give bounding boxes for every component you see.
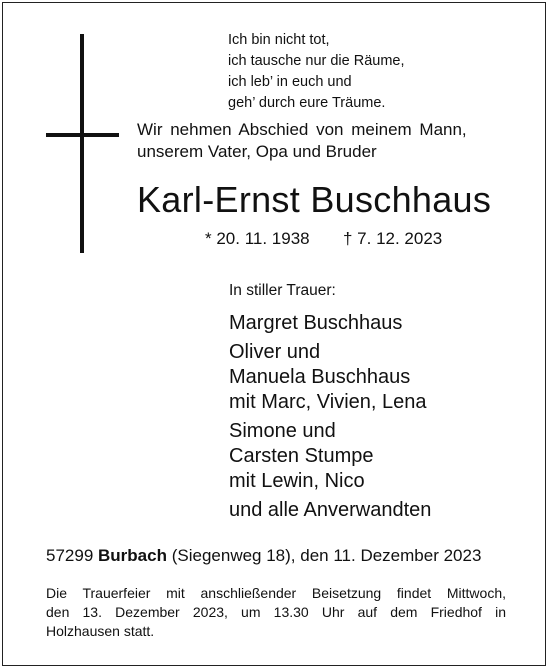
mourners-list bbox=[229, 311, 431, 523]
mourner-line: Simone und bbox=[229, 420, 336, 442]
poem-line: Ich bin nicht tot, bbox=[228, 32, 330, 48]
service-line: Die Trauerfeier mit anschließender Beisetzung findet Mittwoch, bbox=[46, 585, 506, 601]
mourner-line: und alle Anverwandten bbox=[229, 499, 432, 521]
deceased-name: Karl-Ernst Buschhaus bbox=[137, 179, 492, 220]
mourner-line: Manuela Buschhaus bbox=[229, 366, 411, 388]
death-date: † 7. 12. 2023 bbox=[343, 229, 443, 248]
mourner-line: Oliver und bbox=[229, 341, 321, 363]
service-line: Holzhausen statt. bbox=[46, 623, 155, 639]
intro-line: Wir nehmen Abschied von meinem Mann, bbox=[137, 120, 467, 139]
place-and-date bbox=[46, 545, 481, 567]
farewell-intro bbox=[137, 119, 467, 163]
mourner-line: mit Lewin, Nico bbox=[229, 470, 365, 492]
mourning-label: In stiller Trauer: bbox=[229, 282, 336, 299]
poem-line: ich tausche nur die Räume, bbox=[228, 53, 405, 69]
notice-date: 11. Dezember 2023 bbox=[333, 546, 482, 565]
poem bbox=[228, 30, 405, 114]
cross-vertical-bar bbox=[80, 34, 84, 253]
mourner-line: Carsten Stumpe bbox=[229, 445, 374, 467]
poem-line: ich leb’ in euch und bbox=[228, 74, 352, 90]
town-name: Burbach bbox=[98, 546, 167, 565]
intro-line: unserem Vater, Opa und Bruder bbox=[137, 142, 377, 161]
cross-horizontal-bar bbox=[46, 133, 119, 137]
poem-line: geh’ durch eure Träume. bbox=[228, 95, 386, 111]
zip-code: 57299 bbox=[46, 546, 94, 565]
address: (Siegenweg 18), den bbox=[171, 546, 329, 565]
birth-date: * 20. 11. 1938 bbox=[205, 229, 310, 248]
mourner-line: mit Marc, Vivien, Lena bbox=[229, 391, 427, 413]
funeral-service-info bbox=[46, 584, 506, 641]
service-line: den 13. Dezember 2023, um 13.30 Uhr auf dem Friedhof in bbox=[46, 604, 506, 620]
mourner-line: Margret Buschhaus bbox=[229, 312, 403, 334]
